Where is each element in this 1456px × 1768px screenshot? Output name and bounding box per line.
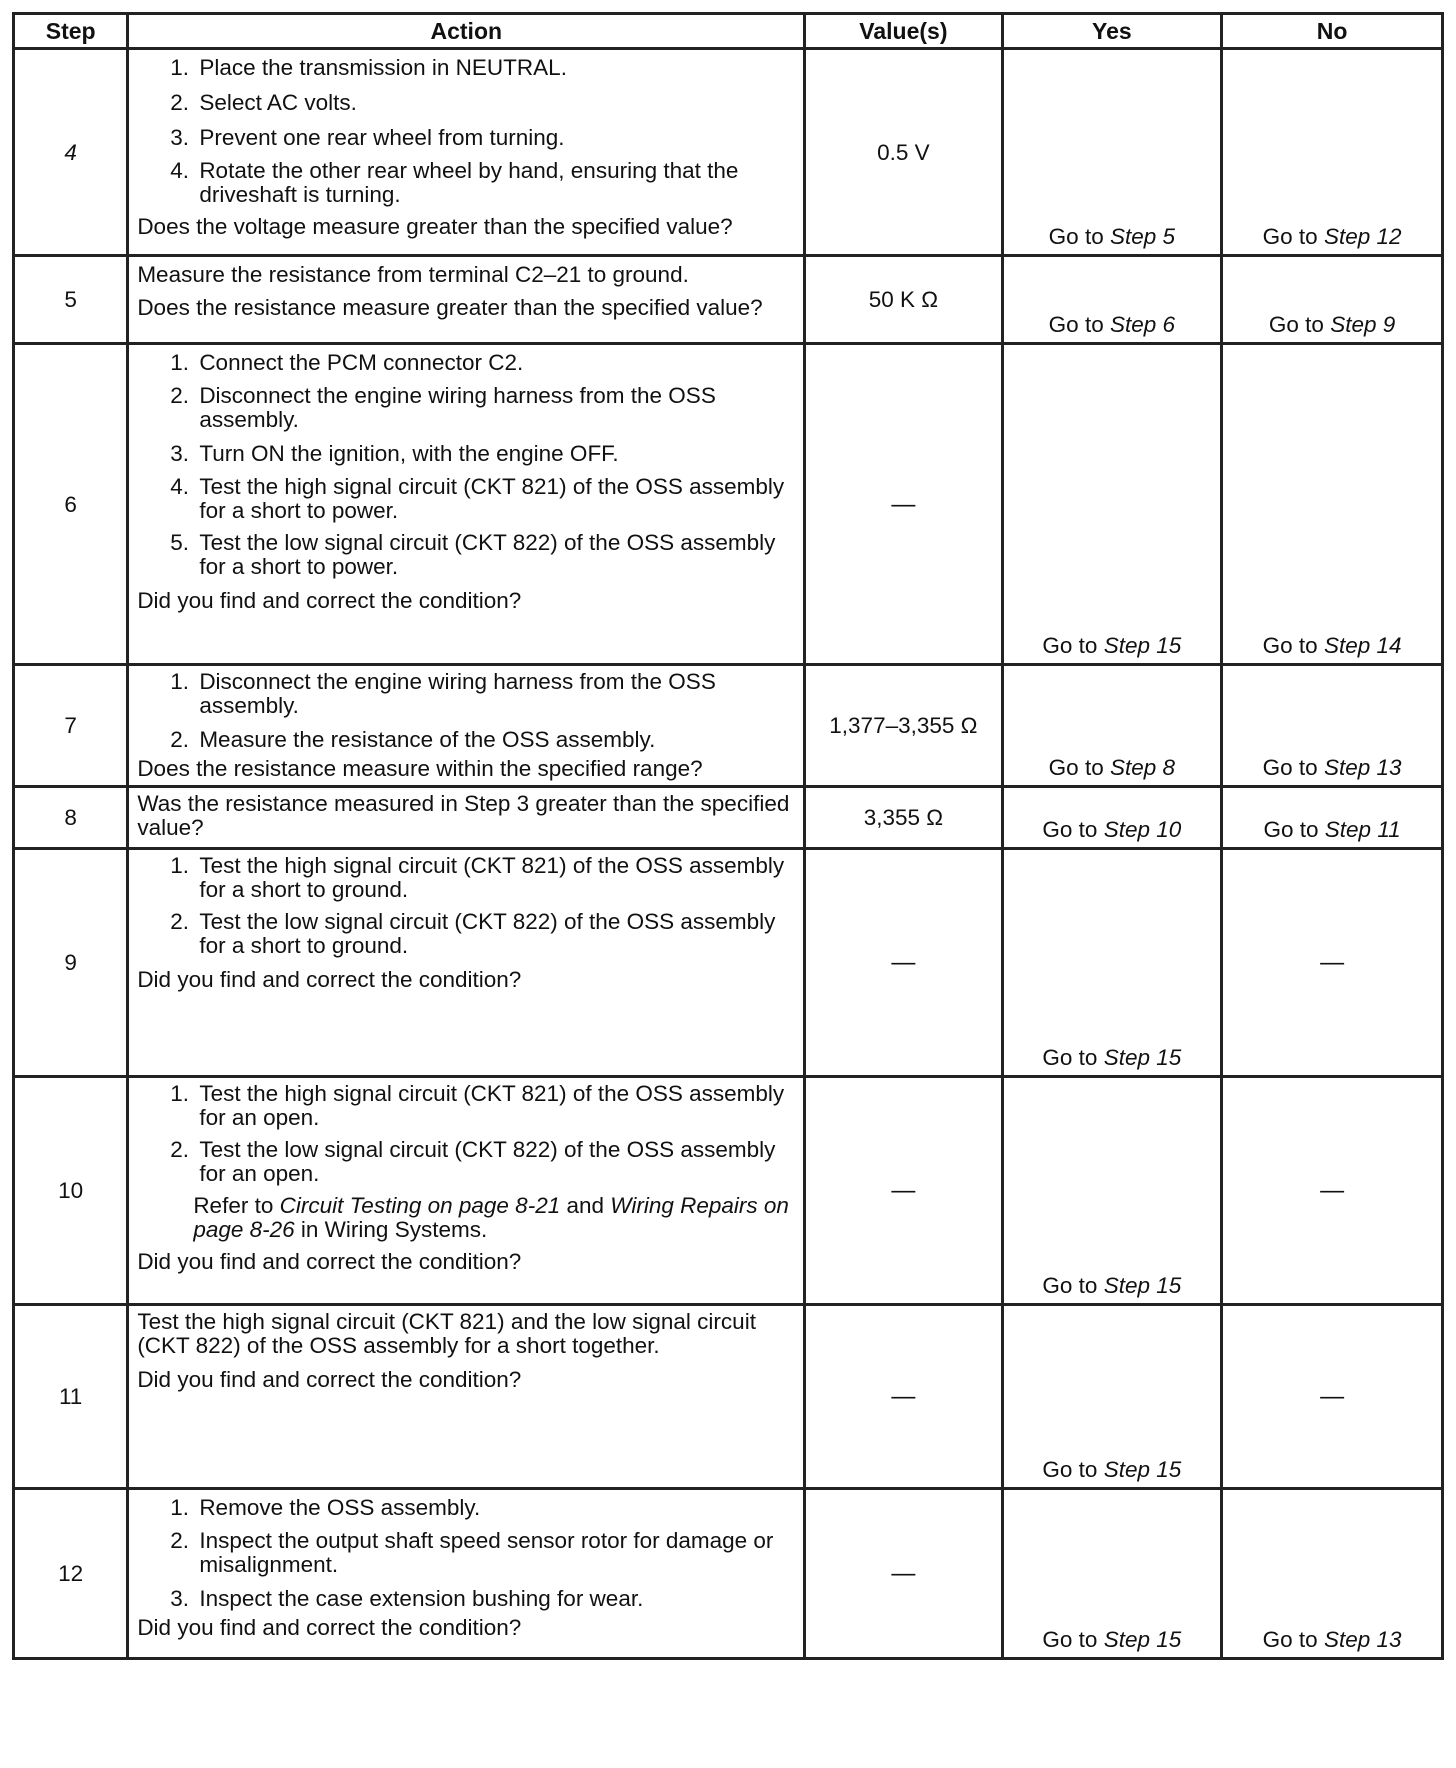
no-cell xyxy=(1222,256,1443,344)
step-number: 6 xyxy=(14,344,128,665)
goto-label: Go to xyxy=(1042,1627,1098,1652)
yes-cell xyxy=(1002,665,1222,787)
yes-cell xyxy=(1002,256,1222,344)
table-row xyxy=(14,256,1443,344)
table-row xyxy=(14,1305,1443,1489)
list-item: 2. Disconnect the engine wiring harness from the OSS assembly. xyxy=(195,384,795,432)
table-row xyxy=(14,49,1443,256)
goto-label: Go to xyxy=(1262,755,1318,780)
value-cell: 0.5 V xyxy=(805,49,1002,256)
action-list xyxy=(137,670,795,755)
goto-label: Go to xyxy=(1048,312,1104,337)
goto-step-link[interactable]: Step 8 xyxy=(1109,755,1176,780)
list-item: 2. Inspect the output shaft speed sensor rotor for damage or misalignment. xyxy=(195,1529,795,1577)
reference-note: Refer to Circuit Testing on page 8-21 and Wiring Repairs on page 8-26 in Wiring Systems. xyxy=(193,1193,789,1242)
action-list xyxy=(137,349,795,587)
table-row xyxy=(14,665,1443,787)
value-cell: — xyxy=(805,1305,1002,1489)
list-item: 1. Place the transmission in NEUTRAL. xyxy=(195,54,795,81)
yes-cell xyxy=(1002,1305,1222,1489)
goto-label: Go to xyxy=(1042,1457,1098,1482)
header-values: Value(s) xyxy=(805,14,1002,49)
list-item: 1. Test the high signal circuit (CKT 821) of the OSS assembly for a short to ground. xyxy=(195,854,795,902)
value-cell: 1,377–3,355 Ω xyxy=(805,665,1002,787)
list-item: 5. Test the low signal circuit (CKT 822) of the OSS assembly for a short to power. xyxy=(195,531,795,579)
table-row xyxy=(14,849,1443,1077)
goto-label: Go to xyxy=(1048,755,1104,780)
no-cell xyxy=(1222,344,1443,665)
list-item: 3. Turn ON the ignition, with the engine OFF. xyxy=(195,440,795,467)
goto-step-link[interactable]: Step 15 xyxy=(1103,1045,1182,1070)
action-cell xyxy=(128,344,805,665)
question-text: Did you find and correct the condition? xyxy=(137,1249,522,1274)
step-number: 11 xyxy=(14,1305,128,1489)
action-text: Test the high signal circuit (CKT 821) and the low signal circuit (CKT 822) of the OSS assembly for a short together. xyxy=(137,1309,756,1358)
goto-label: Go to xyxy=(1042,633,1098,658)
step-number: 10 xyxy=(14,1077,128,1305)
action-cell xyxy=(128,849,805,1077)
yes-cell xyxy=(1002,1489,1222,1659)
list-item: 4. Test the high signal circuit (CKT 821) of the OSS assembly for a short to power. xyxy=(195,475,795,523)
header-action: Action xyxy=(128,14,805,49)
list-item: 4. Rotate the other rear wheel by hand, ensuring that the driveshaft is turning. xyxy=(195,159,795,207)
value-cell: — xyxy=(805,1489,1002,1659)
action-cell xyxy=(128,1489,805,1659)
no-cell: — xyxy=(1222,1305,1443,1489)
action-text: Measure the resistance from terminal C2–21 to ground. xyxy=(137,262,689,287)
no-cell xyxy=(1222,787,1443,849)
table-row xyxy=(14,344,1443,665)
list-item: 3. Inspect the case extension bushing for wear. xyxy=(195,1585,795,1612)
action-cell xyxy=(128,49,805,256)
table-row xyxy=(14,787,1443,849)
question-text: Does the resistance measure within the specified range? xyxy=(137,756,703,781)
no-cell: — xyxy=(1222,849,1443,1077)
goto-step-link[interactable]: Step 11 xyxy=(1324,817,1401,842)
goto-step-link[interactable]: Step 15 xyxy=(1103,1457,1182,1482)
goto-step-link[interactable]: Step 15 xyxy=(1103,1273,1182,1298)
action-list xyxy=(137,1494,795,1614)
table-row xyxy=(14,1077,1443,1305)
action-cell xyxy=(128,1305,805,1489)
value-cell: — xyxy=(805,344,1002,665)
goto-step-link[interactable]: Step 13 xyxy=(1323,1627,1402,1652)
question-text: Does the resistance measure greater than the specified value? xyxy=(137,295,763,320)
yes-cell xyxy=(1002,49,1222,256)
goto-step-link[interactable]: Step 12 xyxy=(1323,224,1402,249)
no-cell xyxy=(1222,1489,1443,1659)
yes-cell xyxy=(1002,344,1222,665)
header-step: Step xyxy=(14,14,128,49)
question-text: Does the voltage measure greater than the specified value? xyxy=(137,214,733,239)
list-item: 2. Test the low signal circuit (CKT 822) of the OSS assembly for an open. xyxy=(195,1138,795,1186)
goto-step-link[interactable]: Step 14 xyxy=(1323,633,1402,658)
goto-label: Go to xyxy=(1268,312,1324,337)
list-item: 2. Measure the resistance of the OSS assembly. xyxy=(195,726,795,753)
list-item: 1. Test the high signal circuit (CKT 821) of the OSS assembly for an open. xyxy=(195,1082,795,1130)
header-no: No xyxy=(1222,14,1443,49)
goto-label: Go to xyxy=(1262,1627,1318,1652)
goto-step-link[interactable]: Step 5 xyxy=(1109,224,1176,249)
list-item: 3. Prevent one rear wheel from turning. xyxy=(195,124,795,151)
question-text: Did you find and correct the condition? xyxy=(137,1615,522,1640)
question-text: Did you find and correct the condition? xyxy=(137,1367,522,1392)
circuit-testing-link[interactable]: Circuit Testing on page 8-21 xyxy=(279,1193,561,1218)
value-cell: — xyxy=(805,849,1002,1077)
no-cell xyxy=(1222,49,1443,256)
action-cell xyxy=(128,665,805,787)
step-number: 4 xyxy=(14,49,128,256)
step-number: 12 xyxy=(14,1489,128,1659)
no-cell xyxy=(1222,665,1443,787)
no-cell: — xyxy=(1222,1077,1443,1305)
action-list xyxy=(137,54,795,215)
yes-cell xyxy=(1002,849,1222,1077)
value-cell: — xyxy=(805,1077,1002,1305)
list-item: 2. Select AC volts. xyxy=(195,89,795,116)
action-list xyxy=(137,854,795,966)
action-cell xyxy=(128,1077,805,1305)
goto-label: Go to xyxy=(1042,1045,1098,1070)
step-number: 5 xyxy=(14,256,128,344)
table-row xyxy=(14,1489,1443,1659)
goto-step-link[interactable]: Step 15 xyxy=(1103,1627,1182,1652)
question-text: Did you find and correct the condition? xyxy=(137,588,522,613)
action-cell xyxy=(128,256,805,344)
list-item: 1. Disconnect the engine wiring harness from the OSS assembly. xyxy=(195,670,795,718)
goto-step-link[interactable]: Step 15 xyxy=(1103,633,1182,658)
yes-cell xyxy=(1002,787,1222,849)
list-item: 2. Test the low signal circuit (CKT 822) of the OSS assembly for a short to ground. xyxy=(195,910,795,958)
goto-label: Go to xyxy=(1042,1273,1098,1298)
yes-cell xyxy=(1002,1077,1222,1305)
action-list xyxy=(137,1082,795,1186)
list-item: 1. Connect the PCM connector C2. xyxy=(195,349,795,376)
question-text: Did you find and correct the condition? xyxy=(137,967,522,992)
value-cell: 3,355 Ω xyxy=(805,787,1002,849)
list-item: 1. Remove the OSS assembly. xyxy=(195,1494,795,1521)
action-cell xyxy=(128,787,805,849)
step-number: 8 xyxy=(14,787,128,849)
goto-label: Go to xyxy=(1263,817,1319,842)
goto-step-link[interactable]: Step 9 xyxy=(1330,312,1396,337)
question-text: Was the resistance measured in Step 3 greater than the specified value? xyxy=(137,791,790,840)
wiring-repairs-link[interactable]: Wiring Repairs on page 8-26 xyxy=(193,1193,789,1242)
value-cell: 50 K Ω xyxy=(805,256,1002,344)
step-number: 7 xyxy=(14,665,128,787)
goto-step-link[interactable]: Step 6 xyxy=(1109,312,1176,337)
goto-label: Go to xyxy=(1262,633,1318,658)
header-row xyxy=(14,14,1443,49)
goto-step-link[interactable]: Step 10 xyxy=(1103,817,1182,842)
goto-label: Go to xyxy=(1262,224,1318,249)
step-number: 9 xyxy=(14,849,128,1077)
diagnostic-table xyxy=(12,12,1444,1660)
goto-label: Go to xyxy=(1042,817,1098,842)
header-yes: Yes xyxy=(1002,14,1222,49)
goto-step-link[interactable]: Step 13 xyxy=(1323,755,1402,780)
goto-label: Go to xyxy=(1048,224,1104,249)
